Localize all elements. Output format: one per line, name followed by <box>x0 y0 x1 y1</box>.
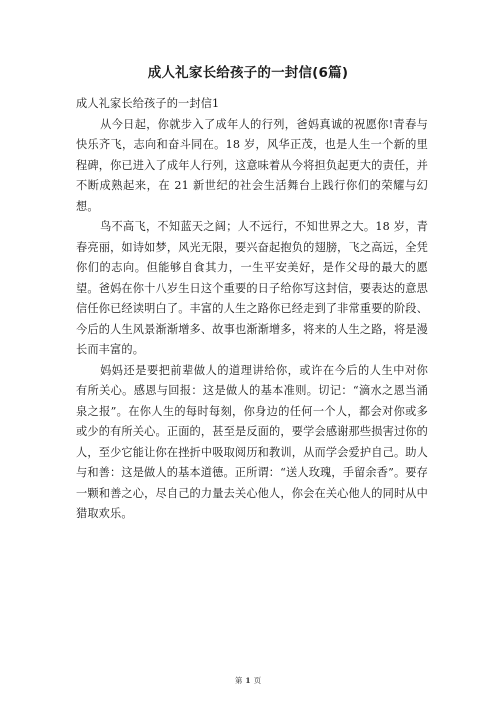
body-paragraph-2: 鸟不高飞，不知蓝天之阔；人不远行，不知世界之大。18 岁，青春亮丽，如诗如梦，风光无限，要兴奋起抱负的翅膀，飞之高远，全凭你们的志向。但能够自食其力，一生平安美好，是作父母的最大的愿望。爸妈在你十八岁生日这个重要的日子给你写这封信，要表达的意思信任你已经读明白了。丰富的人生之路你已经走到了非常重要的阶段、今后的人生风景渐渐增多、故事也渐渐增多，将来的人生之路，将是漫长而丰富的。 <box>76 220 428 356</box>
body-paragraph-3: 妈妈还是要把前辈做人的道理讲给你，或许在今后的人生中对你有所关心。感恩与回报：这是做人的基本准则。切记：“滴水之恩当涌泉之报”。在你人生的每时每刻，你身边的任何一个人，都会对你或多或少的有所关心。正面的，甚至是反面的，要学会感谢那些损害过你的人，至少它能让你在挫折中吸取阅历和教训，从而学会爱护自己。助人与和善：这是做人的基本道德。正所谓：“送人玫瑰，手留余香”。要存一颗和善之心，尽自己的力量去关心他人，你会在关心他人的同时从中猎取欢乐。 <box>76 363 428 520</box>
footer-suffix: 页 <box>253 676 262 685</box>
footer-prefix: 第 <box>234 676 243 685</box>
page-number: 1 <box>245 676 251 685</box>
page-footer <box>0 676 496 686</box>
document-title: 成人礼家长给孩子的一封信(6篇) <box>147 65 349 81</box>
document-body <box>76 94 428 525</box>
body-paragraph-1: 从今日起，你就步入了成年人的行列，爸妈真诚的祝愿你!青春与快乐齐飞，志向和奋斗同在。18 岁，风华正茂，也是人生一个新的里程碑，你已进入了成年人行列，这意味着从今将担负起更大的责任，并不断成熟起来，在 21 新世纪的社会生活舞台上践行你们的荣耀与幻想。 <box>76 117 428 213</box>
section-heading: 成人礼家长给孩子的一封信1 <box>76 97 220 110</box>
